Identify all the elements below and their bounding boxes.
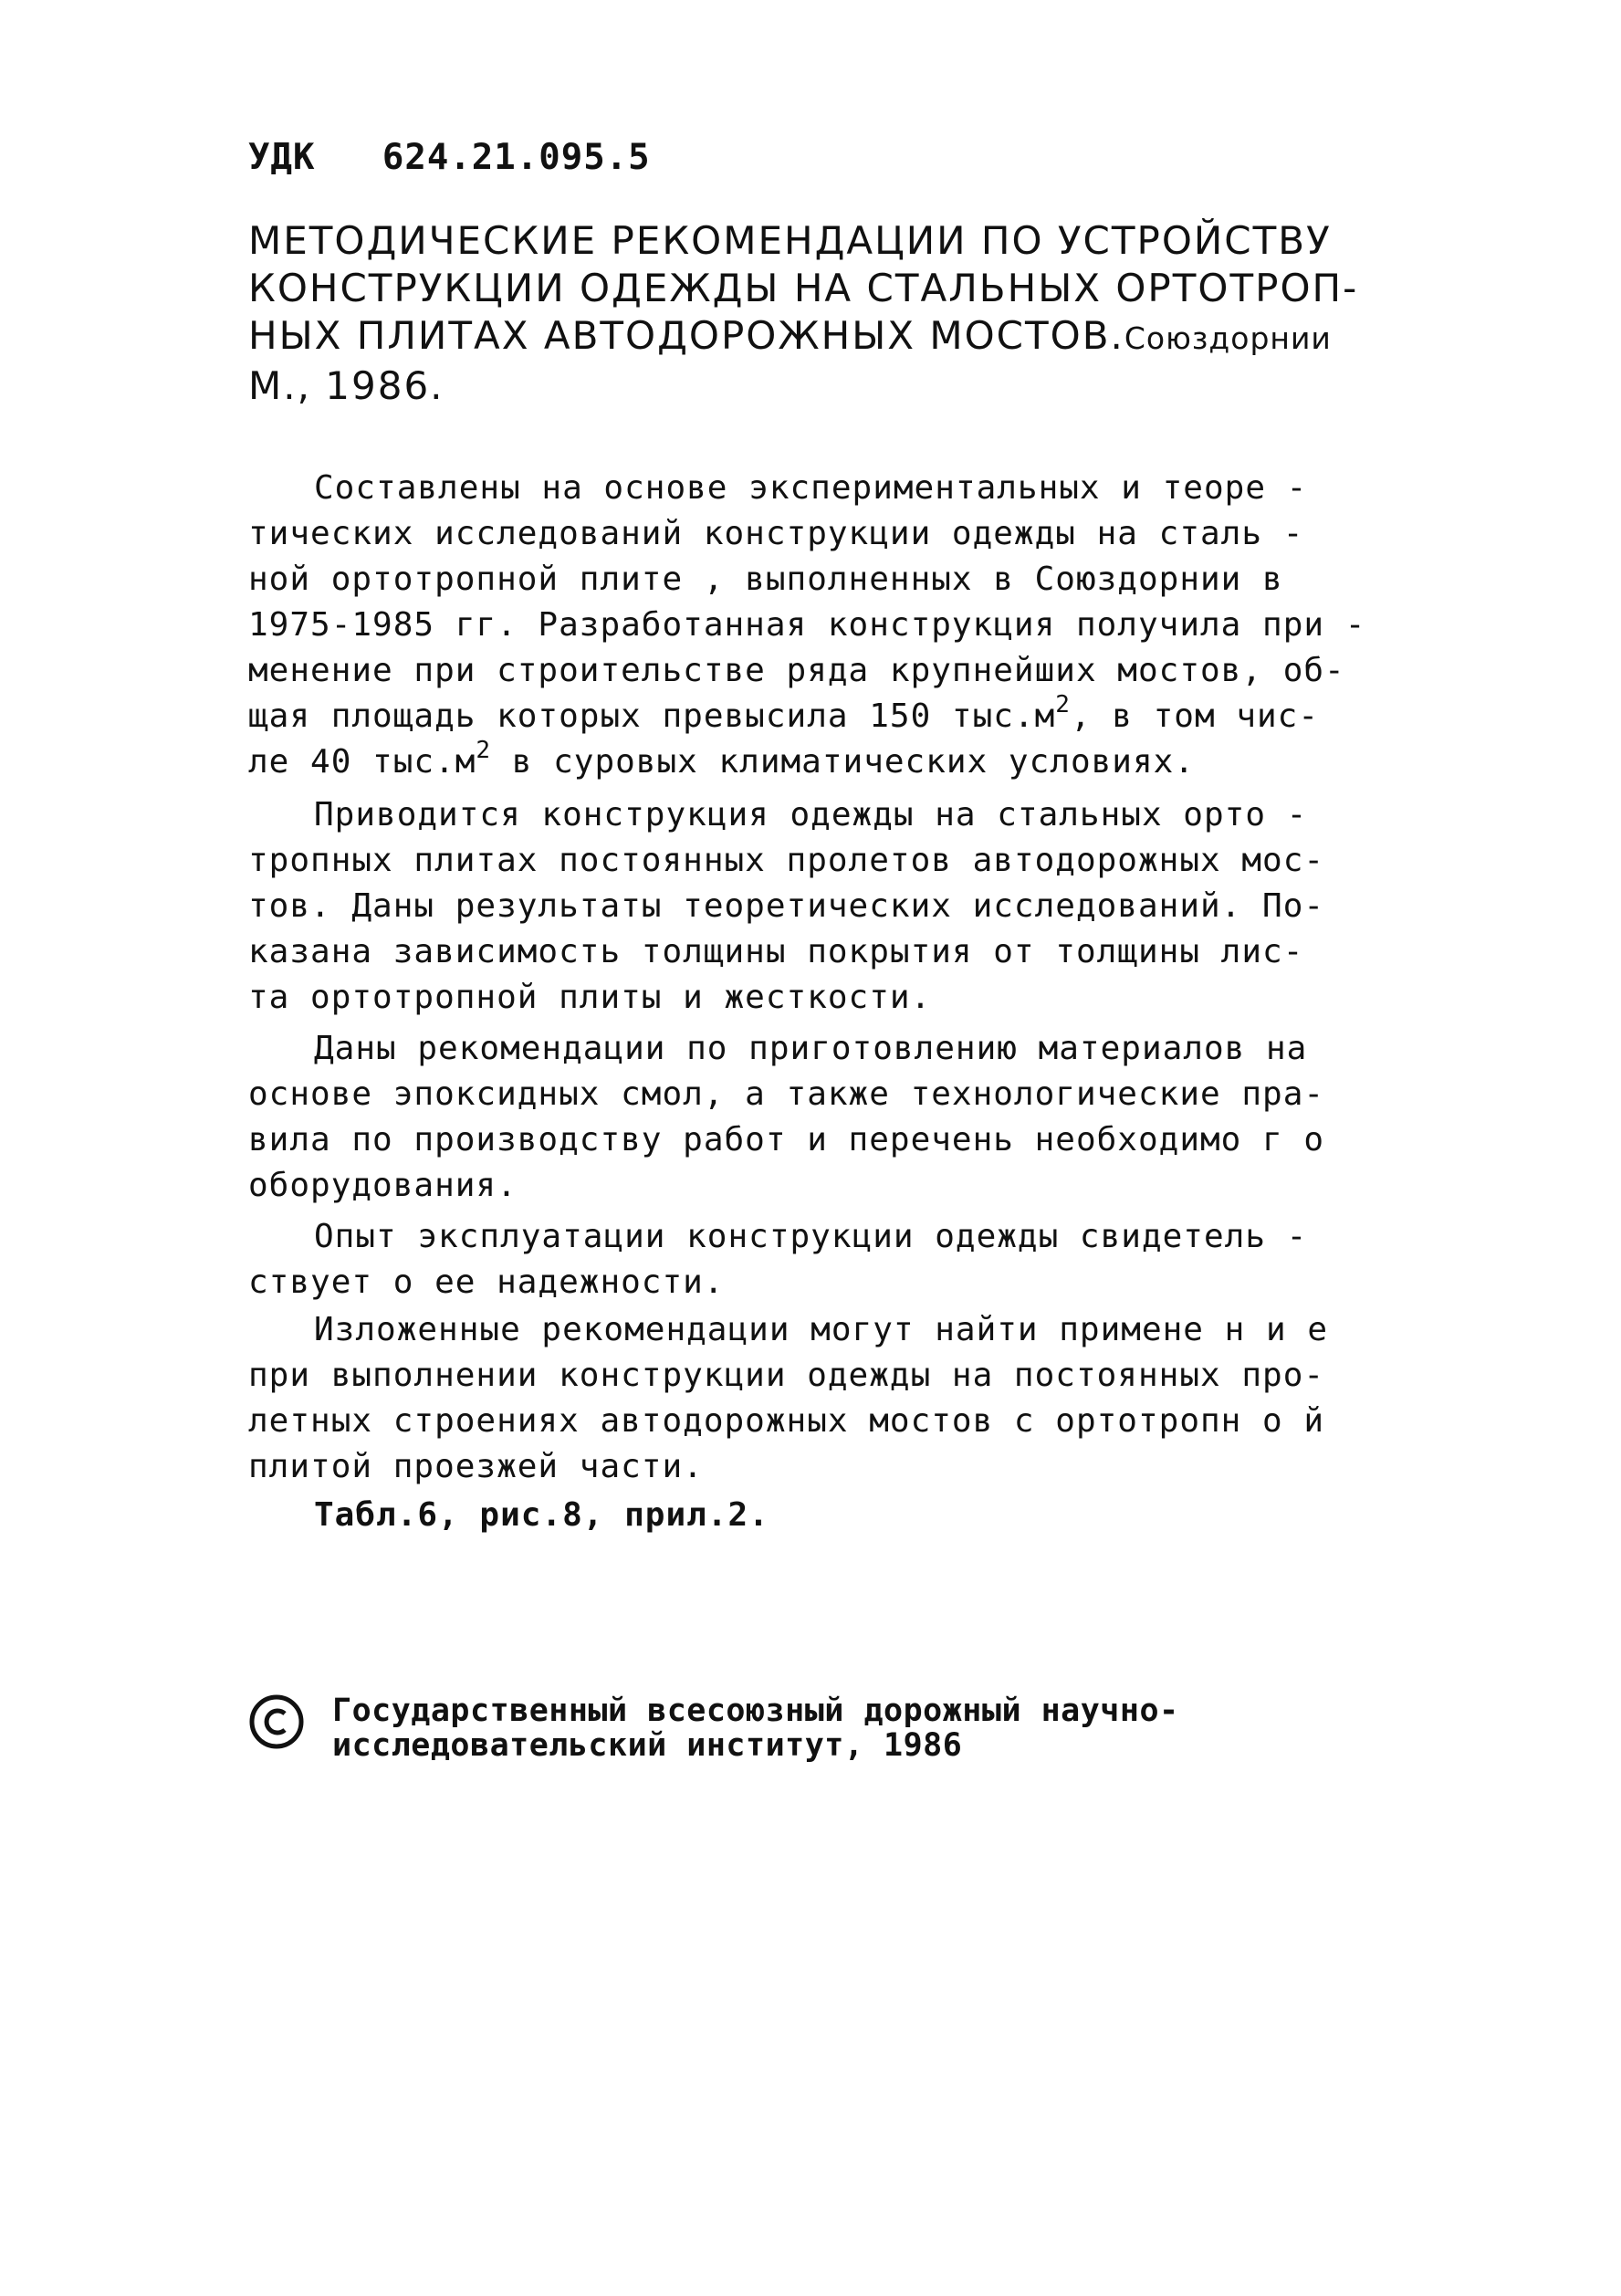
text-line: ной ортотропной плите , выполненных в Союздорнии в [248, 561, 1283, 598]
text-line: менение при строительстве ряда крупнейших мостов, об- [248, 652, 1345, 689]
copyright-icon [248, 1693, 305, 1750]
text-line: Приводится конструкция одежды на стальных орто - [314, 796, 1308, 833]
abstract-paragraph-4 [248, 1214, 1435, 1305]
text-line: плитой проезжей части. [248, 1448, 704, 1485]
copyright-line-1: Государственный всесоюзный дорожный научно- [332, 1693, 1179, 1729]
text-line [248, 691, 1435, 739]
title-line-1: МЕТОДИЧЕСКИЕ РЕКОМЕНДАЦИИ ПО УСТРОЙСТВУ [248, 218, 1332, 263]
udc-code: УДК 624.21.095.5 [248, 137, 651, 178]
text-line: тропных плитах постоянных пролетов автодорожных мос- [248, 842, 1325, 879]
abstract-paragraph-6 [248, 1493, 1435, 1538]
text-line: летных строениях автодорожных мостов с ортотропн о й [248, 1402, 1325, 1440]
copyright-holder [332, 1693, 1179, 1763]
text-fragment: ле 40 тыс.м [248, 743, 476, 781]
text-fragment: щая площадь которых превысила 150 тыс.м [248, 697, 1056, 735]
copyright-line-2: исследовательский институт, 1986 [332, 1727, 963, 1764]
text-line: ствует о ее надежности. [248, 1263, 725, 1301]
title-line-2: КОНСТРУКЦИИ ОДЕЖДЫ НА СТАЛЬНЫХ ОРТОТРОП- [248, 266, 1359, 310]
text-line: тов. Даны результаты теоретических исследований. По- [248, 887, 1325, 925]
text-line: казана зависимость толщины покрытия от толщины лис- [248, 933, 1304, 970]
abstract-paragraph-3 [248, 1026, 1435, 1209]
text-line: вила по производству работ и перечень необходимо г о [248, 1121, 1325, 1158]
superscript: 2 [1055, 691, 1071, 718]
text-fragment: , в том чис- [1070, 697, 1320, 735]
document-title [248, 217, 1435, 410]
publisher: Союздорнии [1124, 320, 1332, 356]
text-line: Изложенные рекомендации могут найти примене н и е [314, 1311, 1329, 1348]
text-line: основе эпоксидных смол, а также технологические пра- [248, 1075, 1325, 1113]
text-line: Составлены на основе экспериментальных и теоре - [314, 469, 1308, 507]
title-line-3 [248, 312, 1435, 362]
text-line: 1975-1985 гг. Разработанная конструкция получила при - [248, 606, 1366, 644]
abstract-paragraph-5 [248, 1307, 1435, 1490]
title-line-4: М., 1986. [248, 363, 444, 408]
title-line-3-text: НЫХ ПЛИТАХ АВТОДОРОЖНЫХ МОСТОВ. [248, 313, 1124, 358]
abstract-paragraph-1 [248, 466, 1435, 785]
text-line: Даны рекомендации по приготовлению материалов на [314, 1030, 1308, 1067]
text-line: Опыт эксплуатации конструкции одежды свидетель - [314, 1218, 1308, 1255]
copyright-block [248, 1693, 1435, 1785]
text-line [248, 1493, 1435, 1538]
references-summary: Табл.6, рис.8, прил.2. [314, 1496, 769, 1534]
text-line [248, 739, 1435, 785]
text-line: оборудования. [248, 1167, 518, 1204]
text-line: при выполнении конструкции одежды на постоянных про- [248, 1357, 1325, 1394]
abstract-paragraph-2 [248, 792, 1435, 1021]
text-fragment: в суровых климатических условиях. [491, 743, 1195, 781]
text-line: тических исследований конструкции одежды на сталь - [248, 515, 1304, 552]
text-line: та ортотропной плиты и жесткости. [248, 979, 932, 1016]
superscript: 2 [476, 737, 492, 764]
